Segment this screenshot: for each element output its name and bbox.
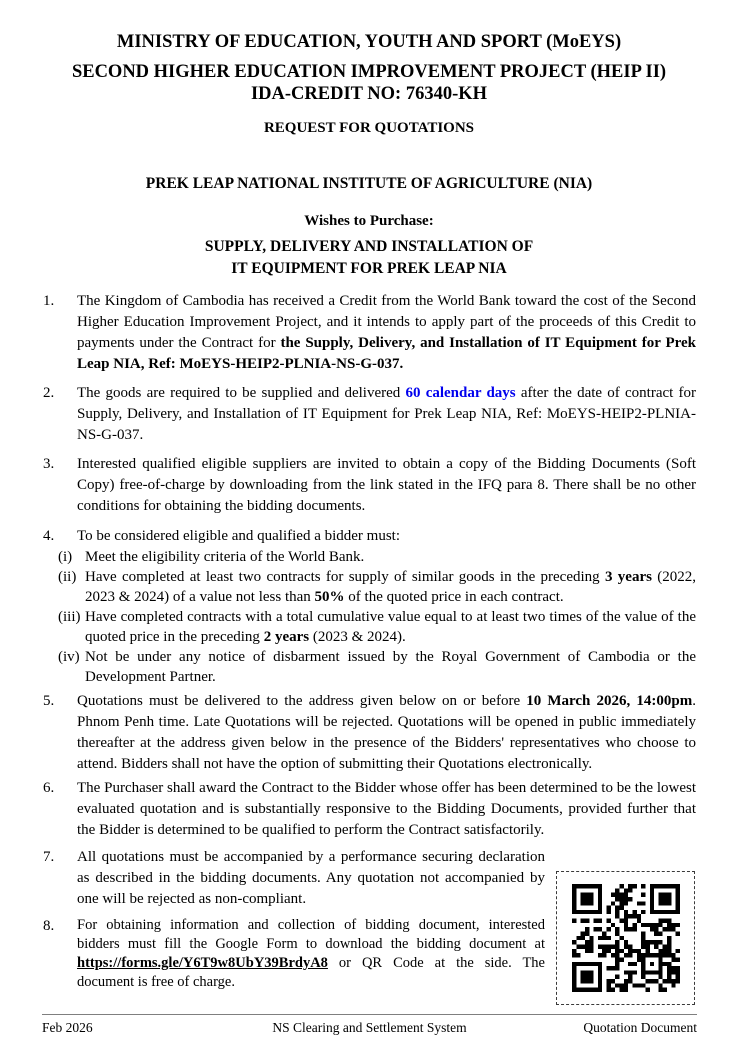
subitem-marker: (ii) bbox=[58, 569, 77, 585]
subject-line-2: IT EQUIPMENT FOR PREK LEAP NIA bbox=[231, 260, 507, 277]
item-1 bbox=[43, 291, 696, 375]
item-number: 6. bbox=[43, 780, 55, 796]
text-run: All quotations must be accompanied by a performance securing declaration as described in the bidding documents. Any quotation not accompanied by one will be rejected as non-compliant. bbox=[77, 849, 545, 907]
contract-reference-bold: the Supply, Delivery, and Installation of IT Equipment for Prek Leap NIA, Ref: MoEYS-HEIP2-PLNIA-NS-G-037. bbox=[77, 335, 696, 372]
item-number: 5. bbox=[43, 693, 55, 709]
text-run: To be considered eligible and qualified a bidder must: bbox=[77, 528, 401, 544]
text-run: Have completed at least two contracts for supply of similar goods in the preceding bbox=[85, 569, 605, 585]
item-number: 7. bbox=[43, 849, 55, 865]
delivery-period-highlight: 60 calendar days bbox=[405, 385, 516, 401]
item-text bbox=[58, 526, 697, 687]
footer-doc-type: Quotation Document bbox=[583, 1020, 697, 1035]
subitem-marker: (iv) bbox=[58, 649, 80, 665]
google-form-link[interactable]: https://forms.gle/Y6T9w8UbY39BrdyA8 bbox=[77, 955, 328, 971]
item-text bbox=[77, 778, 696, 841]
subitem-ii bbox=[58, 567, 696, 607]
item-text bbox=[77, 383, 696, 446]
text-run: For obtaining information and collection of bidding document, interested bidders must fill the Google Form to download the bidding document at bbox=[77, 917, 545, 952]
text-run: Meet the eligibility criteria of the World Bank. bbox=[85, 549, 365, 565]
subitem-text bbox=[85, 607, 696, 647]
item-4-intro bbox=[77, 526, 696, 547]
request-for-quotations-heading: REQUEST FOR QUOTATIONS bbox=[263, 120, 475, 136]
text-run: after the date of contract for Supply, Delivery, and Installation of IT Equipment for Prek Leap NIA, Ref: MoEYS-HEIP2-PLNIA-NS-G-037. bbox=[77, 385, 697, 443]
text-run: (2022, 2023 & 2024) of a value not less than bbox=[85, 569, 697, 605]
text-run: Have completed contracts with a total cumulative value equal to at least two times of the value of the quoted price in the preceding bbox=[85, 609, 696, 645]
subitem-text bbox=[85, 647, 696, 687]
project-title bbox=[0, 61, 738, 105]
text-run: Interested qualified eligible suppliers are invited to obtain a copy of the Bidding Documents (Soft Copy) free-of-charge by downloading from the link stated in the IFQ para 8. There shall be no other conditions for obtaining the bidding documents. bbox=[77, 456, 696, 514]
subject-line-1: SUPPLY, DELIVERY AND INSTALLATION OF bbox=[204, 238, 534, 255]
qr-code-box bbox=[556, 871, 695, 1005]
years-bold: 2 years bbox=[263, 629, 310, 645]
text-run: or QR Code at the side. The document is free of charge. bbox=[77, 955, 545, 990]
institute-heading: PREK LEAP NATIONAL INSTITUTE OF AGRICULTURE (NIA) bbox=[145, 175, 593, 192]
ministry-title: MINISTRY OF EDUCATION, YOUTH AND SPORT (MoEYS) bbox=[116, 32, 622, 52]
item-number: 1. bbox=[43, 293, 55, 309]
text-run: The goods are required to be supplied and delivered bbox=[77, 385, 406, 401]
text-run: Not be under any notice of disbarment issued by the Royal Government of Cambodia or the Development Partner. bbox=[85, 649, 696, 685]
item-text bbox=[77, 847, 545, 910]
years-bold: 3 years bbox=[604, 569, 652, 585]
subitem-marker: (i) bbox=[58, 549, 73, 565]
item-4 bbox=[43, 526, 696, 687]
footer bbox=[42, 1014, 697, 1036]
item-number: 8. bbox=[43, 918, 55, 934]
subitem-text bbox=[85, 567, 696, 607]
item-2 bbox=[43, 383, 696, 446]
text-run: (2023 & 2024). bbox=[309, 629, 406, 645]
item-5 bbox=[43, 691, 696, 775]
subitem-marker: (iii) bbox=[58, 609, 81, 625]
percent-bold: 50% bbox=[314, 589, 345, 605]
item-text bbox=[77, 454, 696, 517]
subitem-i bbox=[58, 547, 696, 567]
item-text bbox=[77, 691, 696, 775]
item-3 bbox=[43, 454, 696, 517]
text-run: Quotations must be delivered to the address given below on or before bbox=[77, 693, 527, 709]
item-text bbox=[77, 916, 545, 992]
item-number: 2. bbox=[43, 385, 55, 401]
footer-date: Feb 2026 bbox=[42, 1020, 93, 1035]
subitem-text bbox=[85, 547, 696, 567]
item-6 bbox=[43, 778, 696, 841]
credit-no-line: IDA-CREDIT NO: 76340-KH bbox=[250, 84, 488, 104]
text-run: The Kingdom of Cambodia has received a Credit from the World Bank toward the cost of the Second Higher Education Improvement Project, and it intends to apply part of the proceeds of this Credit to payments under the Contract for bbox=[77, 293, 696, 351]
subitem-iii bbox=[58, 607, 696, 647]
qr-code-icon bbox=[572, 884, 680, 992]
subject-heading bbox=[0, 236, 738, 280]
subitem-iv bbox=[58, 647, 696, 687]
project-title-line: SECOND HIGHER EDUCATION IMPROVEMENT PROJECT (HEIP II) bbox=[71, 62, 667, 82]
text-run: . Phnom Penh time. Late Quotations will be rejected. Quotations will be opened in public immediately thereafter at the address given below in the presence of the Bidders' representatives who choose to attend. Bidders shall not have the option of submitting their Quotations electronically. bbox=[77, 693, 696, 772]
text-run: of the quoted price in each contract. bbox=[344, 589, 564, 605]
item-number: 3. bbox=[43, 456, 55, 472]
wishes-to-purchase-label: Wishes to Purchase: bbox=[304, 213, 434, 229]
item-text bbox=[77, 291, 696, 375]
item-number: 4. bbox=[43, 528, 55, 544]
deadline-bold: 10 March 2026, 14:00pm bbox=[526, 693, 693, 709]
text-run: The Purchaser shall award the Contract to the Bidder whose offer has been determined to be the lowest evaluated quotation and is substantially responsive to the Bidding Documents, provided further that the Bidder is determined to be qualified to perform the Contract satisfactorily. bbox=[77, 780, 696, 838]
footer-system-name: NS Clearing and Settlement System bbox=[272, 1020, 467, 1035]
